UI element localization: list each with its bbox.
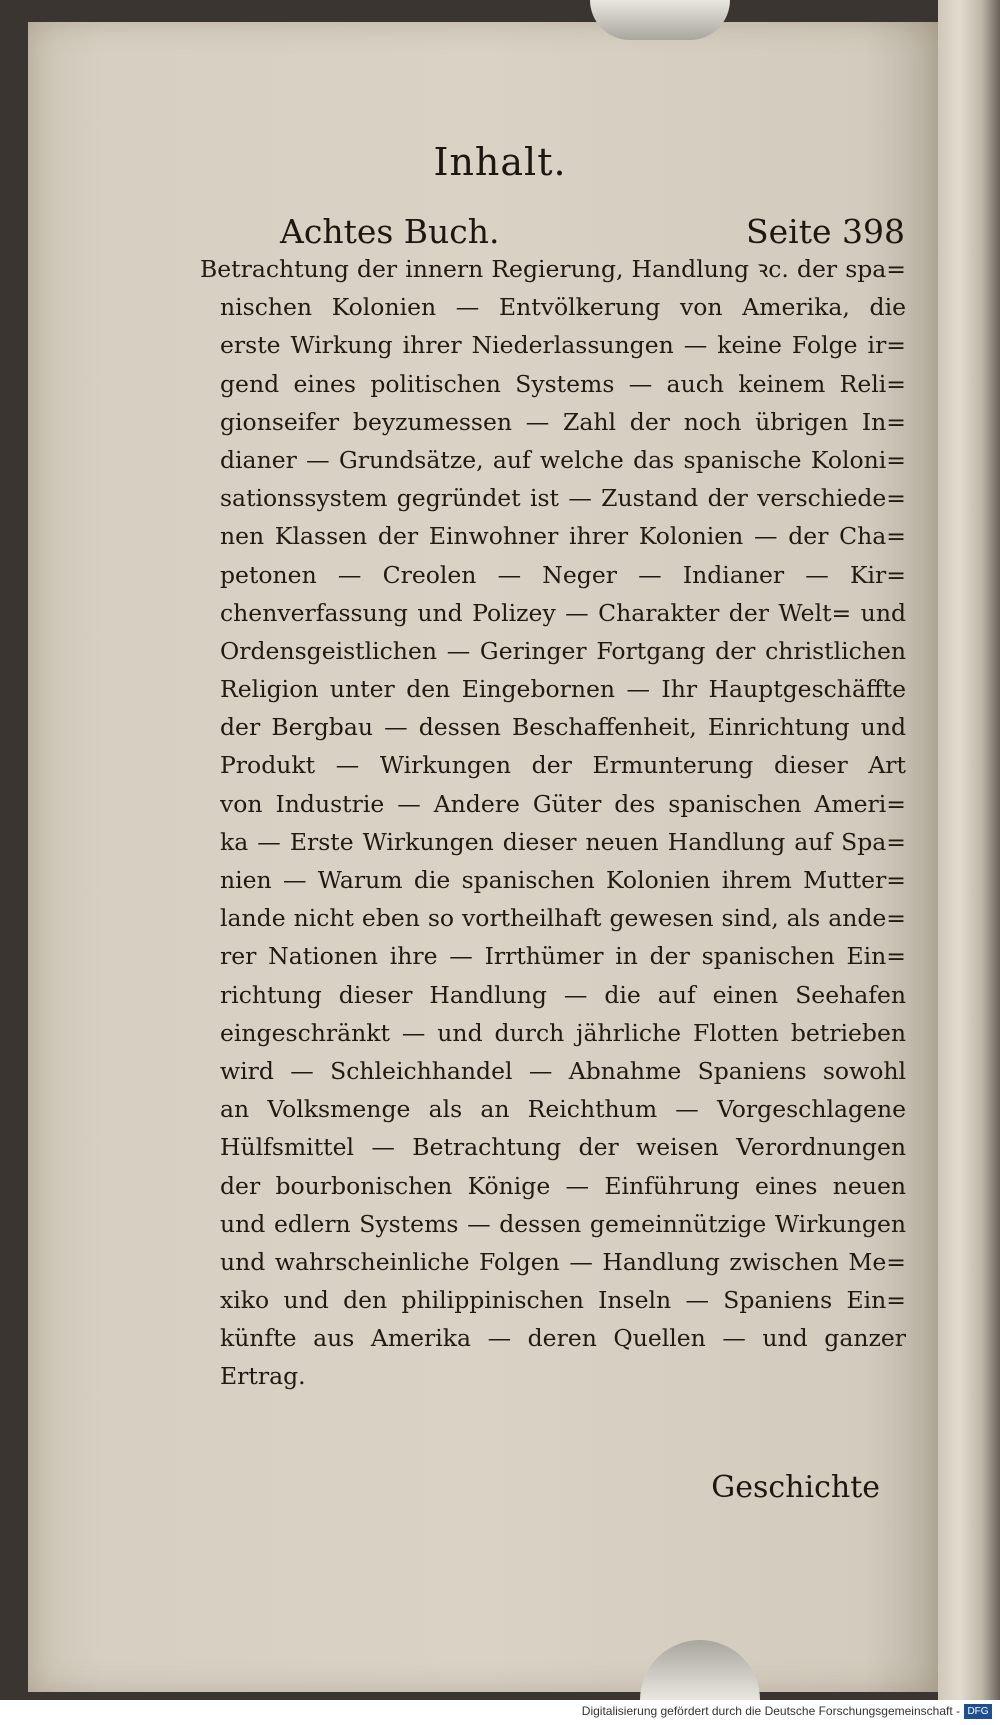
text-line: der bourbonischen Könige — Einführung eines neuen [220,1171,906,1200]
text-line: chenverfassung und Polizey — Charakter der Welt= und [220,598,906,627]
footer-bar [0,1700,1000,1725]
scanner-clip-top [590,0,730,40]
text-line: Religion unter den Eingebornen — Ihr Hauptgeschäffte [220,675,906,704]
text-line: gionseifer beyzumessen — Zahl der noch übrigen In= [220,407,906,436]
catchword: Geschichte [711,1470,880,1505]
book-name: Achtes Buch. [280,212,500,251]
text-line: erste Wirkung ihrer Niederlassungen — keine Folge ir= [220,331,906,360]
text-line: und wahrscheinliche Folgen — Handlung zwischen Me= [220,1247,906,1276]
text-line: Betrachtung der innern Regierung, Handlung ꝛc. der spa= [200,255,906,283]
text-line: nischen Kolonien — Entvölkerung von Amerika, die [220,293,906,322]
text-line: richtung dieser Handlung — die auf einen Seehafen [220,980,906,1009]
text-line: lande nicht eben so vortheilhaft gewesen sind, als ande= [220,904,906,933]
text-line: wird — Schleichhandel — Abnahme Spaniens sowohl [220,1056,906,1085]
text-line: Ordensgeistlichen — Geringer Fortgang der christlichen [220,636,906,665]
text-line: und edlern Systems — dessen gemeinnützige Wirkungen [220,1209,906,1238]
text-line: dianer — Grundsätze, auf welche das spanische Koloni= [220,445,906,474]
text-line: nen Klassen der Einwohner ihrer Kolonien — der Cha= [220,522,906,551]
page-reference: Seite 398 [746,212,905,251]
text-line: künfte aus Amerika — deren Quellen — und ganzer [220,1324,906,1353]
text-line: nien — Warum die spanischen Kolonien ihrem Mutter= [220,866,906,894]
text-line: von Industrie — Andere Güter des spanischen Ameri= [220,789,906,818]
text-line: rer Nationen ihre — Irrthümer in der spanischen Ein= [220,942,906,971]
text-line: gend eines politischen Systems — auch keinem Reli= [220,369,906,398]
text-line: ka — Erste Wirkungen dieser neuen Handlung auf Spa= [220,827,906,856]
text-line: an Volksmenge als an Reichthum — Vorgeschlagene [220,1095,906,1124]
text-line: Hülfsmittel — Betrachtung der weisen Verordnungen [220,1133,906,1162]
text-line: sationssystem gegründet ist — Zustand der verschiede= [220,484,906,513]
text-line: petonen — Creolen — Neger — Indianer — Kir= [220,560,906,589]
dfg-logo: DFG [964,1704,992,1719]
text-line: Produkt — Wirkungen der Ermunterung dieser Art [220,751,906,780]
text-line: der Bergbau — dessen Beschaffenheit, Einrichtung und [220,713,906,742]
footer-credit: Digitalisierung gefördert durch die Deutsche Forschungsgemeinschaft - [581,1704,960,1718]
page-title: Inhalt. [433,140,567,184]
contents-text [200,250,906,1396]
text-line: Ertrag. [220,1362,306,1391]
text-line: eingeschränkt — und durch jährliche Flotten betrieben [220,1018,906,1047]
text-line: xiko und den philippinischen Inseln — Spaniens Ein= [220,1286,906,1315]
page-edge [938,0,1000,1725]
